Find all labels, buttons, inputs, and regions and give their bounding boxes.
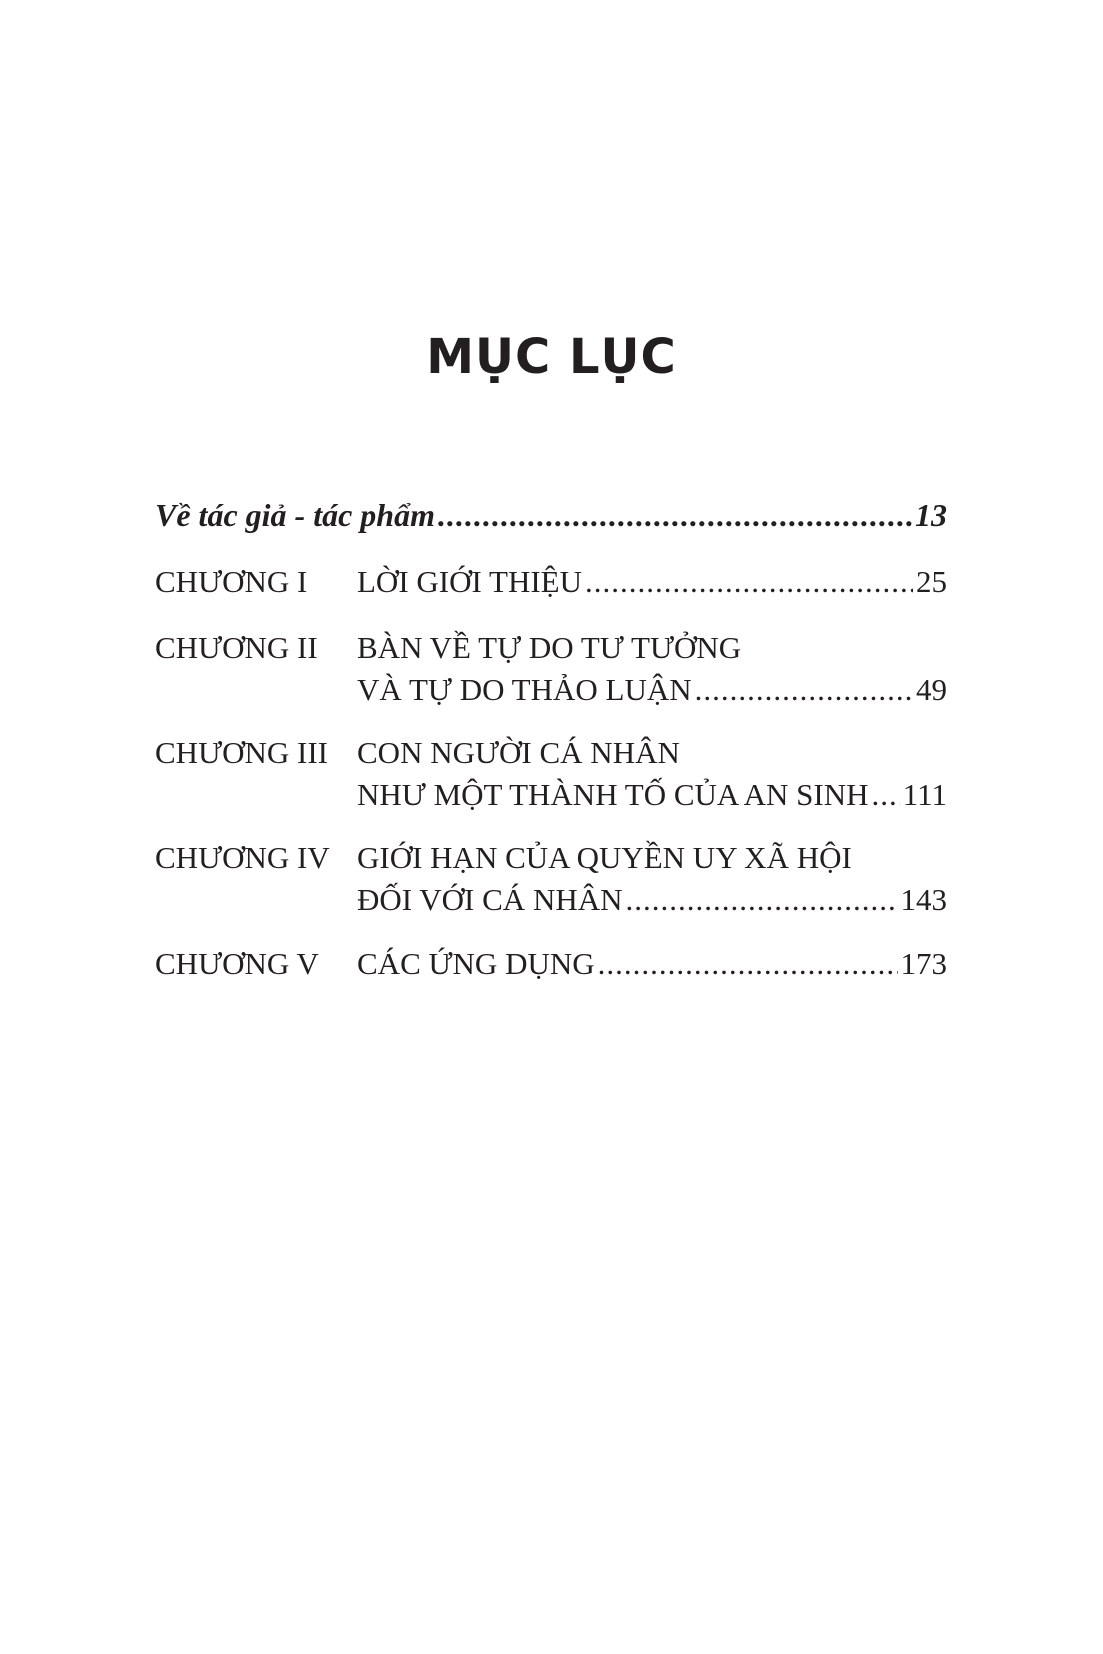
chapter-label: CHƯƠNG II	[155, 630, 318, 665]
toc-entry-chapter-1[interactable]	[357, 562, 947, 602]
toc-entry-chapter-3[interactable]	[357, 775, 947, 815]
toc-page-number: 13	[915, 497, 947, 533]
dot-leader	[438, 495, 912, 535]
toc-page-number: 49	[916, 672, 947, 707]
toc-entry-intro[interactable]	[155, 495, 947, 535]
dot-leader	[872, 775, 900, 815]
toc-entry-title-line	[357, 838, 947, 878]
toc-entry-title: GIỚI HẠN CỦA QUYỀN UY XÃ HỘI	[357, 840, 852, 875]
toc-entry-title-line	[357, 733, 947, 773]
toc-page-number: 173	[900, 946, 947, 981]
chapter-label: CHƯƠNG IV	[155, 840, 330, 875]
toc-entry-chapter-5[interactable]	[357, 944, 947, 984]
dot-leader	[626, 880, 898, 920]
page-title: MỤC LỤC	[426, 329, 677, 385]
dot-leader	[695, 670, 913, 710]
toc-entry-chapter-4[interactable]	[357, 880, 947, 920]
toc-entry-title-line	[357, 628, 947, 668]
toc-entry-label: Về tác giả - tác phẩm	[155, 497, 435, 533]
chapter-label: CHƯƠNG III	[155, 735, 328, 770]
toc-entry-title: BÀN VỀ TỰ DO TƯ TƯỞNG	[357, 630, 742, 665]
toc-entry-title: VÀ TỰ DO THẢO LUẬN	[357, 672, 692, 707]
toc-entry-title: NHƯ MỘT THÀNH TỐ CỦA AN SINH	[357, 777, 869, 812]
toc-page-number: 111	[902, 777, 947, 812]
chapter-label: CHƯƠNG V	[155, 946, 319, 981]
dot-leader	[598, 944, 898, 984]
toc-entry-chapter-2[interactable]	[357, 670, 947, 710]
chapter-label: CHƯƠNG I	[155, 564, 308, 599]
toc-entry-title: LỜI GIỚI THIỆU	[357, 564, 582, 599]
toc-page-number: 25	[916, 564, 947, 599]
toc-page-number: 143	[900, 882, 947, 917]
toc-entry-title: CON NGƯỜI CÁ NHÂN	[357, 735, 680, 770]
dot-leader	[585, 562, 913, 602]
toc-entry-title: CÁC ỨNG DỤNG	[357, 946, 595, 981]
toc-entry-title: ĐỐI VỚI CÁ NHÂN	[357, 882, 623, 917]
